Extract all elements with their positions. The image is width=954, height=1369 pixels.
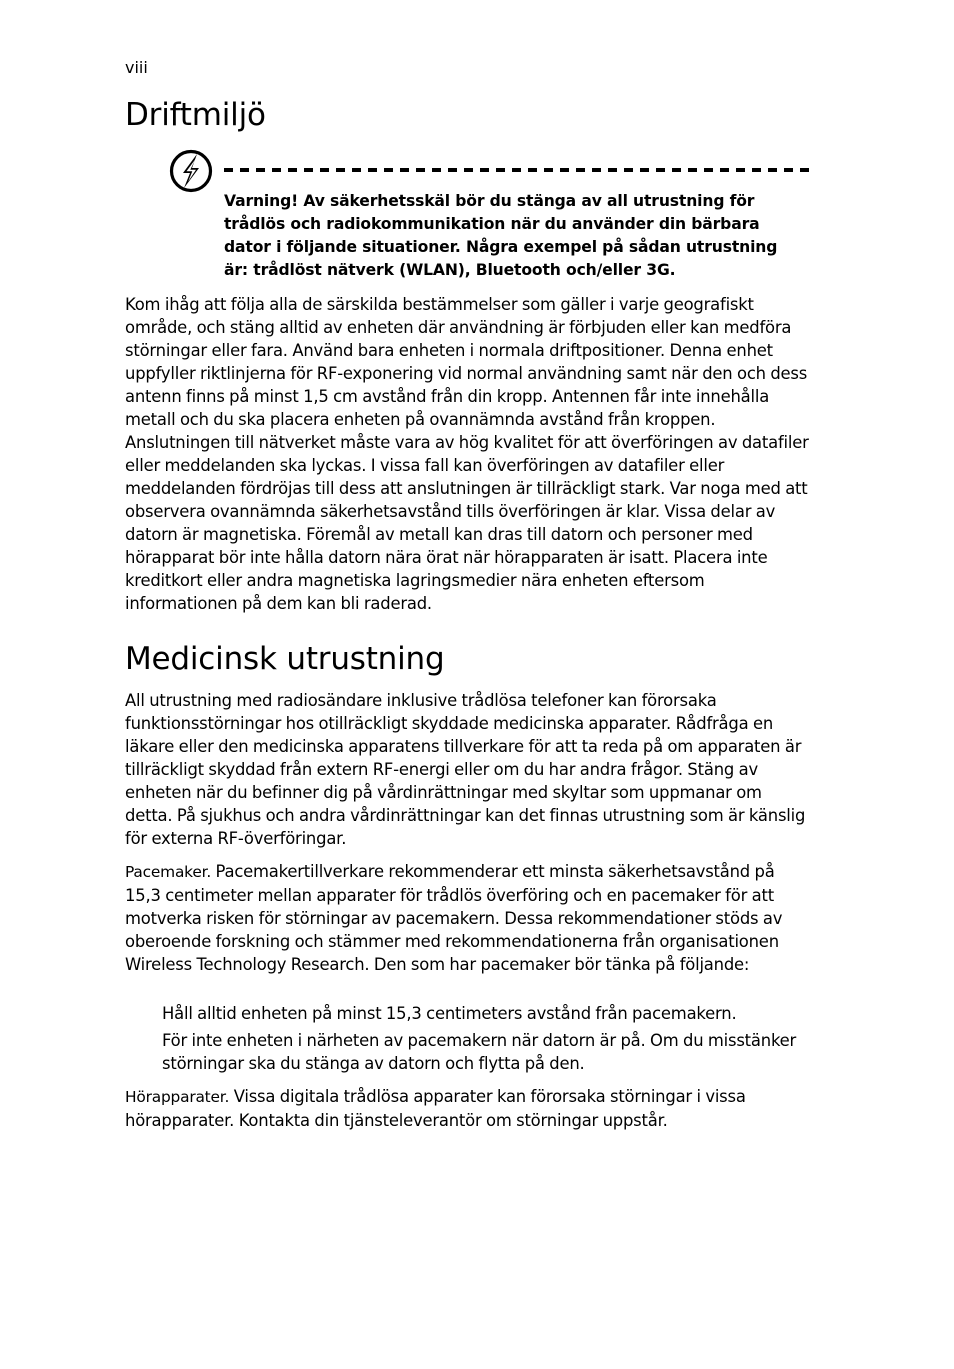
pacemaker-label: Pacemaker. [125, 863, 212, 881]
hearing-aid-label: Hörapparater. [125, 1088, 230, 1106]
warning-divider [224, 168, 809, 172]
hearing-aid-paragraph [125, 1085, 809, 1132]
warning-text: Varning! Av säkerhetsskäl bör du stänga av all utrustning för trådlös och radiokommunikation när du använder din bärbara dator i följande situationer. Några exempel på sådan utrustning är: trådlöst nätverk (WLAN), Bluetooth och/eller 3G. [224, 192, 778, 279]
hearing-aid-text: Vissa digitala trådlösa apparater kan förorsaka störningar i vissa hörapparater. Kontakta din tjänsteleverantör om störningar uppstår. [125, 1087, 746, 1130]
pacemaker-text: Pacemakertillverkare rekommenderar ett minsta säkerhetsavstånd på 15,3 centimeter mellan apparater för trådlös överföring och en pacemaker för att motverka risken för störningar av pacemakern. Dessa rekommendationer stöds av oberoende forskning och stämmer med rekommendationerna från organisationen Wireless Technology Research. Den som har pacemaker bör tänka på följande: [125, 862, 783, 974]
page-number: viii [125, 58, 148, 77]
list-item: Håll alltid enheten på minst 15,3 centimeters avstånd från pacemakern. [162, 1004, 737, 1023]
list-item: För inte enheten i närheten av pacemakern när datorn är på. Om du misstänker störningar ska du stänga av datorn och flytta på den. [162, 1031, 797, 1073]
driftmiljo-paragraph: Kom ihåg att följa alla de särskilda bestämmelser som gäller i varje geografiskt område, och stäng alltid av enheten där användning är förbjuden eller kan medföra störningar eller fara. Använd bara enheten i normala driftpositioner. Denna enhet uppfyller riktlinjerna för RF-exponering vid normal användning samt när den och dess antenn finns på minst 1,5 cm avstånd från din kropp. Antennen får inte innehålla metall och du ska placera enheten på ovannämnda avstånd från kroppen. Anslutningen till nätverket måste vara av hög kvalitet för att överföringen av datafiler eller meddelanden ska lyckas. I vissa fall kan överföringen av datafiler eller meddelanden fördröjas till dess att anslutningen är tillräckligt stark. Var noga med att observera ovannämnda säkerhetsavstånd tills överföringen är klar. Vissa delar av datorn är magnetiska. Föremål av metall kan dras till datorn och personer med hörapparat bör inte hålla datorn nära örat när hörapparaten är isatt. Placera inte kreditkort eller andra magnetiska lagringsmedier nära enheten eftersom informationen på dem kan bli raderad. [125, 295, 809, 613]
section-title-driftmiljo: Driftmiljö [125, 97, 266, 133]
warning-bolt-icon [168, 148, 214, 194]
pacemaker-paragraph [125, 860, 809, 976]
section-title-medicinsk-utrustning: Medicinsk utrustning [125, 641, 445, 677]
medical-paragraph: All utrustning med radiosändare inklusive trådlösa telefoner kan förorsaka funktionsstörningar hos otillräckligt skyddade medicinska apparater. Rådfråga en läkare eller den medicinska apparatens tillverkare för att ta reda på om apparaten är tillräckligt skyddad från extern RF-energi eller om du har andra frågor. Stäng av enheten när du befinner dig på vårdinrättningar med skyltar som uppmanar om detta. På sjukhus och andra vårdinrättningar kan det finnas utrustning som är känslig för externa RF-överföringar. [125, 691, 806, 848]
